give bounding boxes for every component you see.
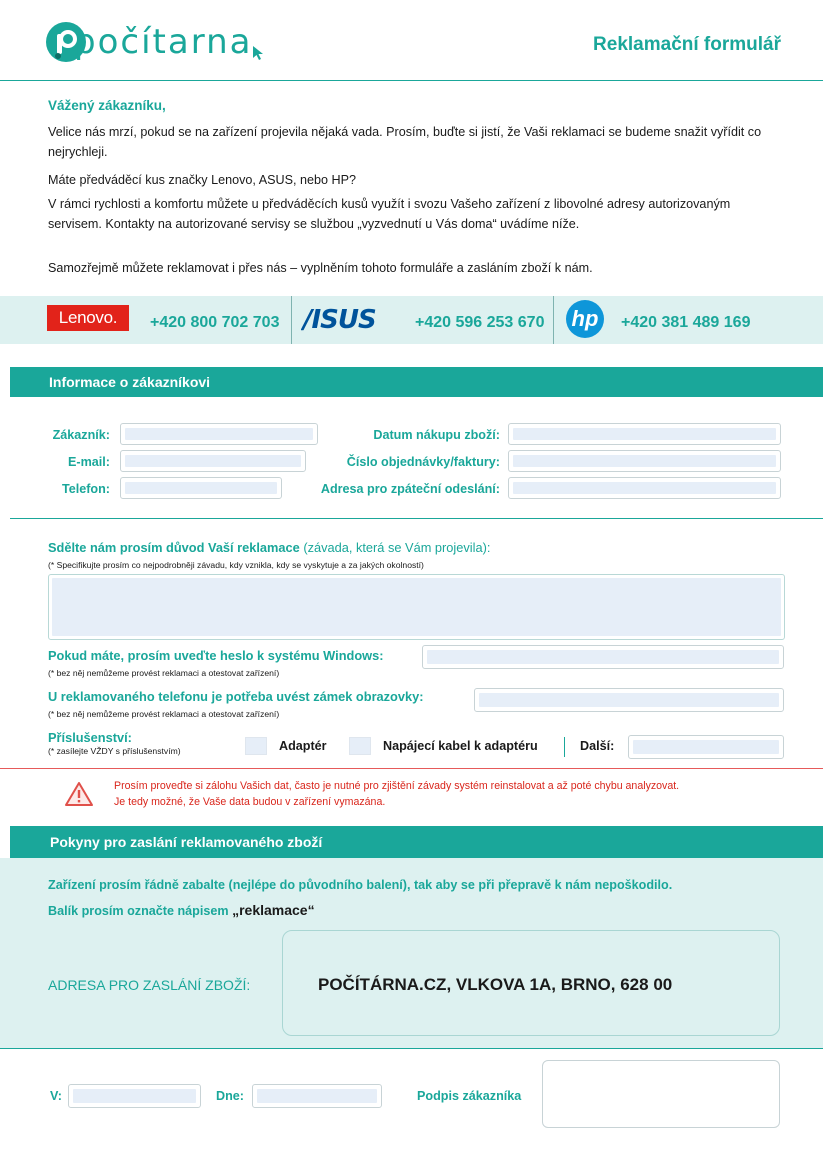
signature-label: Podpis zákazníka (417, 1089, 522, 1103)
brand-divider (553, 296, 554, 344)
windows-password-note: (* bez něj nemůžeme provést reklamaci a otestovat zařízení) (48, 668, 280, 678)
place-label: V: (50, 1089, 62, 1103)
other-label: Další: (580, 739, 615, 753)
accessories-note: (* zasílejte VŽDY s příslušenstvím) (48, 746, 181, 756)
signature-field[interactable] (542, 1060, 780, 1128)
intro-paragraph-4: Samozřejmě můžete reklamovat i přes nás – vyplněním tohoto formuláře a zasláním zboží k nám. (48, 261, 593, 275)
hp-logo: hp (566, 300, 604, 338)
customer-section-header: Informace o zákazníkovi (10, 367, 823, 397)
adapter-label: Adaptér (279, 739, 327, 753)
shipping-instruction-2 (48, 902, 315, 918)
accessories-divider (564, 737, 565, 757)
intro-paragraph-1: Velice nás mrzí, pokud se na zařízení projevila nějaká vada. Prosím, buďte si jistí, že Vaši reklamaci se budeme snažit vyřídit co nejrychleji. (48, 125, 762, 159)
asus-logo-text: /ISUS (303, 306, 376, 332)
accessories-title: Příslušenství: (48, 730, 132, 745)
customer-label: Zákazník: (52, 428, 110, 442)
asus-logo (301, 306, 401, 337)
warning-divider (0, 768, 823, 769)
lenovo-phone: +420 800 702 703 (150, 314, 280, 331)
section-divider (10, 518, 823, 519)
purchase-date-field[interactable] (508, 423, 781, 445)
screen-lock-title: U reklamovaného telefonu je potřeba uvést zámek obrazovky: (48, 689, 424, 704)
phone-field[interactable] (120, 477, 282, 499)
cable-checkbox[interactable] (349, 737, 371, 755)
cursor-icon (252, 45, 266, 61)
header-divider (0, 80, 823, 81)
reason-title (48, 540, 490, 555)
date-field[interactable] (252, 1084, 382, 1108)
shipping-divider (0, 1048, 823, 1049)
purchase-date-label: Datum nákupu zboží: (373, 428, 500, 442)
brand-divider (291, 296, 292, 344)
warning-text-2: Je tedy možné, že Vaše data budou v zařízení vymazána. (114, 796, 386, 808)
screen-lock-note: (* bez něj nemůžeme provést reklamaci a otestovat zařízení) (48, 709, 280, 719)
shipping-address: POČÍTÁRNA.CZ, VLKOVA 1A, BRNO, 628 00 (318, 975, 673, 994)
windows-password-title: Pokud máte, prosím uveďte heslo k systému Windows: (48, 648, 384, 663)
pocitarna-logo (44, 18, 266, 66)
warning-text-1: Prosím proveďte si zálohu Vašich dat, často je nutné pro zjištění závady systém reinstalovat a až poté chybu analyzovat. (114, 780, 680, 792)
shipping-section-header: Pokyny pro zaslání reklamovaného zboží (10, 826, 823, 858)
logo-wordmark: počítarna (74, 22, 253, 62)
reason-title-main: Sdělte nám prosím důvod Vaší reklamace (48, 540, 300, 555)
date-label: Dne: (216, 1089, 244, 1103)
cable-label: Napájecí kabel k adaptéru (383, 739, 538, 753)
phone-label: Telefon: (61, 482, 110, 496)
hp-phone: +420 381 489 169 (621, 314, 751, 331)
reason-textarea[interactable] (48, 574, 785, 640)
email-label: E-mail: (68, 455, 110, 469)
customer-field[interactable] (120, 423, 318, 445)
warning-icon (64, 780, 94, 808)
other-accessories-field[interactable] (628, 735, 784, 759)
return-address-field[interactable] (508, 477, 781, 499)
lenovo-logo: Lenovo. (47, 305, 129, 331)
shipping-address-label: ADRESA PRO ZASLÁNÍ ZBOŽÍ: (48, 977, 251, 993)
adapter-checkbox[interactable] (245, 737, 267, 755)
page-title: Reklamační formulář (593, 34, 781, 55)
reklamace-mark: „reklamace“ (232, 902, 315, 918)
intro-paragraph-2: Máte předváděcí kus značky Lenovo, ASUS, nebo HP? (48, 173, 357, 187)
shipping-instruction-prefix: Balík prosím označte nápisem (48, 904, 233, 918)
windows-password-field[interactable] (422, 645, 784, 669)
order-number-label: Číslo objednávky/faktury: (346, 455, 500, 469)
reason-title-suffix: (závada, která se Vám projevila): (299, 540, 491, 555)
order-number-field[interactable] (508, 450, 781, 472)
return-address-label: Adresa pro zpáteční odeslání: (320, 482, 500, 496)
greeting: Vážený zákazníku, (48, 98, 166, 113)
reason-note: (* Specifikujte prosím co nejpodrobněji závadu, kdy vznikla, kdy se vyskytuje a za jakých okolností) (48, 560, 424, 570)
email-field[interactable] (120, 450, 306, 472)
place-field[interactable] (68, 1084, 201, 1108)
asus-phone: +420 596 253 670 (415, 314, 545, 331)
screen-lock-field[interactable] (474, 688, 784, 712)
intro-paragraph-3: V rámci rychlosti a komfortu můžete u předváděcích kusů využít i svozu Vašeho zařízení z libovolné adresy autorizovaným servisem. Kontakty na autorizované servisy se službou „vyzvednutí u Vás doma“ uvádíme níže. (48, 197, 731, 231)
shipping-instruction-1: Zařízení prosím řádně zabalte (nejlépe do původního balení), tak aby se při přepravě k nám nepoškodilo. (48, 878, 673, 892)
